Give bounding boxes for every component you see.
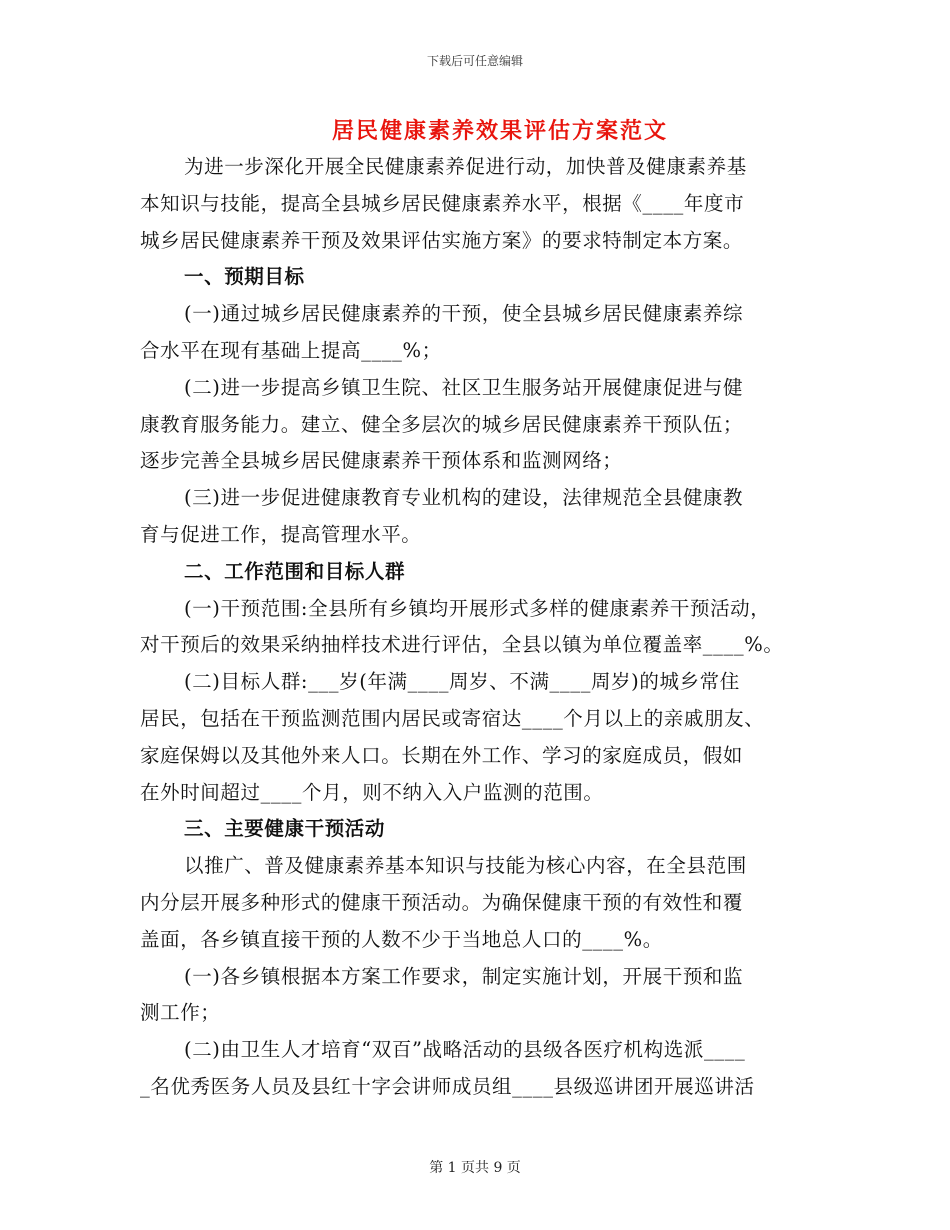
document-title: 居民健康素养效果评估方案范文 xyxy=(331,118,668,144)
body-text-line: 康教育服务能力。建立、健全多层次的城乡居民健康素养干预队伍； xyxy=(140,412,744,436)
body-text-line: 合水平在现有基础上提高____%； xyxy=(140,338,442,362)
body-text-line: 居民，包括在干预监测范围内居民或寄宿达____个月以上的亲戚朋友、 xyxy=(140,706,765,730)
body-text-line: 为进一步深化开展全民健康素养促进行动，加快普及健康素养基 xyxy=(184,155,747,178)
page-footer: 第 1 页共 9 页 xyxy=(429,1160,521,1176)
body-text-line: 内分层开展多种形式的健康干预活动。为确保健康干预的有效性和覆 xyxy=(140,890,744,914)
body-text-line: (一)各乡镇根据本方案工作要求，制定实施计划，开展干预和监 xyxy=(184,964,744,988)
body-text-line: 逐步完善全县城乡居民健康素养干预体系和监测网络； xyxy=(140,449,623,473)
page-header: 下载后可任意编辑 xyxy=(426,54,523,68)
body-text-line: 本知识与技能，提高全县城乡居民健康素养水平，根据《____年度市 xyxy=(140,191,745,215)
section-heading: 一、预期目标 xyxy=(184,265,305,289)
body-text-line: 城乡居民健康素养干预及效果评估实施方案》的要求特制定本方案。 xyxy=(140,228,744,252)
body-text-line: (一)通过城乡居民健康素养的干预，使全县城乡居民健康素养综 xyxy=(184,302,744,326)
section-heading: 二、工作范围和目标人群 xyxy=(184,559,406,583)
body-text-line: _名优秀医务人员及县红十字会讲师成员组____县级巡讲团开展巡讲活 xyxy=(140,1074,755,1098)
body-text-line: 对干预后的效果采纳抽样技术进行评估，全县以镇为单位覆盖率____%。 xyxy=(140,633,784,657)
body-text-line: 家庭保姆以及其他外来人口。长期在外工作、学习的家庭成员，假如 xyxy=(140,743,744,767)
body-text-line: (二)由卫生人才培育“双百”战略活动的县级各医疗机构选派____ xyxy=(184,1038,746,1062)
body-text-line: 以推广、普及健康素养基本知识与技能为核心内容，在全县范围 xyxy=(184,854,747,878)
body-text-line: (一)干预范围:全县所有乡镇均开展形式多样的健康素养干预活动， xyxy=(184,596,771,620)
body-text-line: 测工作； xyxy=(140,1001,221,1025)
body-text-line: 在外时间超过____个月，则不纳入入户监测的范围。 xyxy=(140,780,604,804)
document-body xyxy=(140,149,810,1106)
body-text-line: 育与促进工作，提高管理水平。 xyxy=(140,522,422,546)
body-text-line: (二)目标人群:___岁(年满____周岁、不满____周岁)的城乡常住 xyxy=(184,670,740,694)
body-text-line: (二)进一步提高乡镇卫生院、社区卫生服务站开展健康促进与健 xyxy=(184,375,744,399)
body-text-line: 盖面，各乡镇直接干预的人数不少于当地总人口的____%。 xyxy=(140,927,663,951)
section-heading: 三、主要健康干预活动 xyxy=(184,817,386,841)
body-text-line: (三)进一步促进健康教育专业机构的建设，法律规范全县健康教 xyxy=(184,486,744,510)
